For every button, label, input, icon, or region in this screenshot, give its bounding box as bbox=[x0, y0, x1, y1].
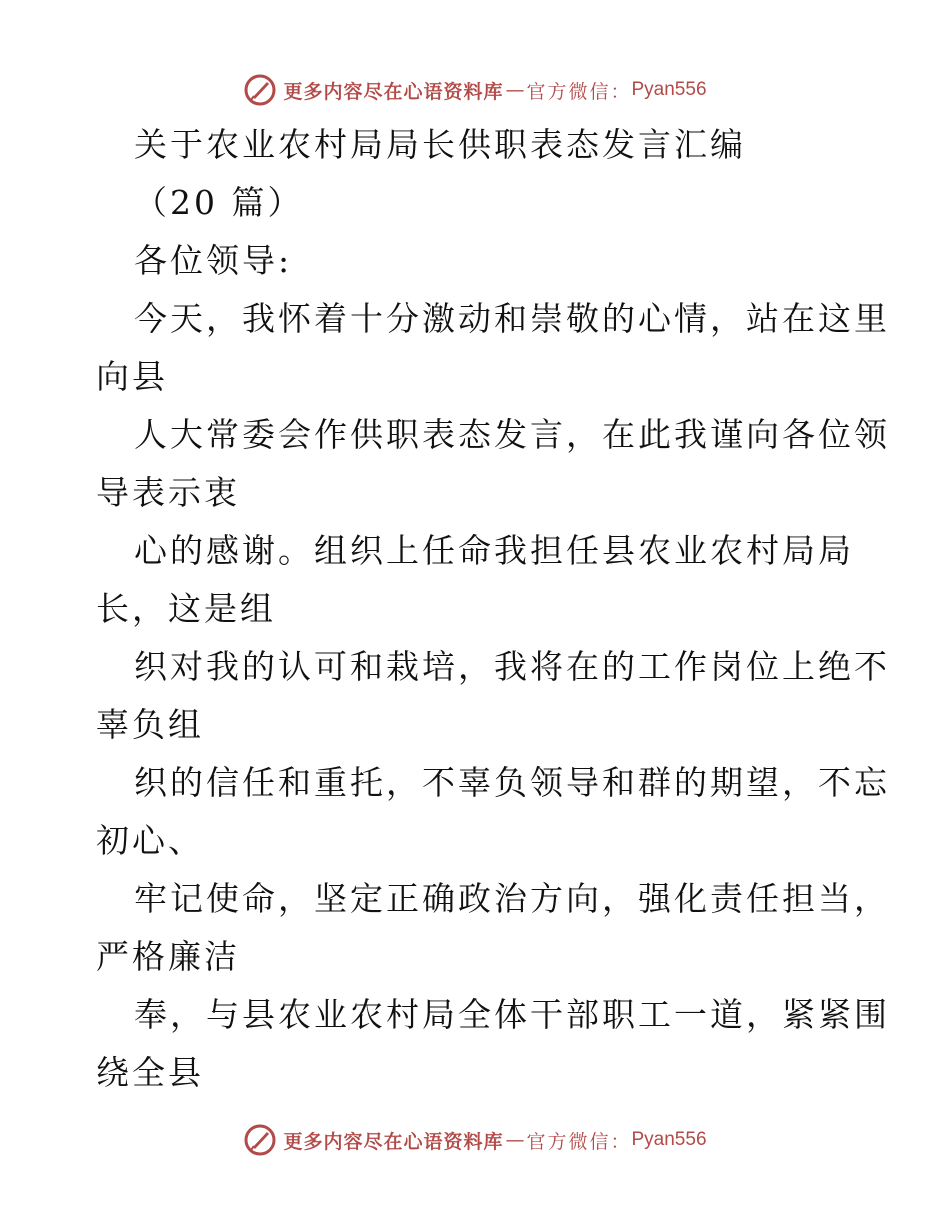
text-line: 长，这是组 bbox=[96, 589, 276, 628]
text-line: 各位领导: bbox=[134, 241, 293, 280]
text-line: 心的感谢。组织上任命我担任县农业农村局局 bbox=[134, 531, 854, 570]
document-body bbox=[96, 116, 890, 1102]
banner-brand: 更多内容尽在心语资料库 bbox=[283, 1130, 504, 1153]
quill-logo-icon bbox=[243, 1123, 277, 1157]
text-line: 向县 bbox=[96, 357, 168, 396]
banner-dash: — bbox=[505, 79, 525, 101]
banner-wechat-id: Pyan556 bbox=[631, 79, 707, 100]
text-line: 严格廉洁 bbox=[96, 937, 240, 976]
text-line: 辜负组 bbox=[96, 705, 204, 744]
text-line: 织对我的认可和栽培，我将在的工作岗位上绝不 bbox=[134, 647, 890, 686]
text-line: 人大常委会作供职表态发言，在此我谨向各位领 bbox=[134, 415, 890, 454]
text-line: 奉，与县农业农村局全体干部职工一道，紧紧围 bbox=[134, 995, 890, 1034]
text-line: 牢记使命，坚定正确政治方向，强化责任担当， bbox=[134, 879, 890, 918]
banner-wechat-label: 官方微信： bbox=[526, 1130, 632, 1153]
text-line: 绕全县 bbox=[96, 1053, 204, 1092]
banner-wechat-label: 官方微信： bbox=[526, 80, 632, 103]
text-line: 导表示衷 bbox=[96, 473, 240, 512]
document-title: 关于农业农村局局长供职表态发言汇编 bbox=[134, 125, 746, 164]
banner-dash: — bbox=[505, 1129, 525, 1151]
footer-banner bbox=[0, 1120, 950, 1160]
text-line: 织的信任和重托，不辜负领导和群的期望，不忘 bbox=[134, 763, 890, 802]
document-subtitle: （20 篇） bbox=[134, 183, 304, 222]
banner-wechat-id: Pyan556 bbox=[631, 1129, 707, 1150]
header-banner bbox=[0, 70, 950, 110]
banner-brand: 更多内容尽在心语资料库 bbox=[283, 80, 504, 103]
text-line: 今天，我怀着十分激动和崇敬的心情，站在这里 bbox=[134, 299, 890, 338]
quill-logo-icon bbox=[243, 73, 277, 107]
text-line: 初心、 bbox=[96, 821, 204, 860]
